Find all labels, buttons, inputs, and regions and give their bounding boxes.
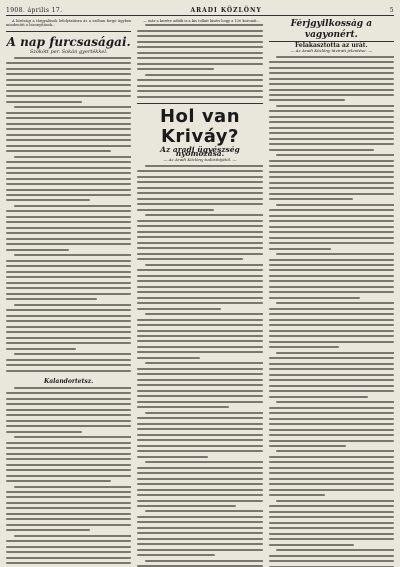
- column-3: [269, 19, 394, 567]
- text-line: [269, 412, 394, 416]
- text-line: [137, 456, 262, 460]
- text-line: [137, 417, 262, 421]
- text-line: [269, 116, 394, 120]
- text-line: [269, 522, 394, 526]
- text-line: [137, 450, 262, 454]
- text-line: [269, 352, 394, 356]
- col2-byline: — Az Aradi Közlöny tudósítójától. —: [163, 156, 237, 162]
- text-line: [137, 291, 262, 295]
- text-line: [6, 156, 131, 160]
- text-line: [269, 396, 394, 400]
- text-line: [269, 555, 394, 559]
- text-line: [137, 242, 262, 246]
- text-line: [137, 85, 262, 89]
- text-line: [137, 483, 262, 487]
- text-line: [137, 330, 262, 334]
- text-line: [137, 428, 262, 432]
- text-line: [6, 178, 131, 182]
- text-line: [269, 269, 394, 273]
- text-line: [6, 486, 131, 490]
- text-line: [137, 253, 262, 257]
- text-line: [269, 418, 394, 422]
- text-line: [269, 330, 394, 334]
- text-line: [137, 275, 262, 279]
- text-line: [269, 363, 394, 367]
- text-line: [6, 189, 131, 193]
- text-line: [6, 221, 131, 225]
- text-line: [137, 308, 262, 312]
- text-line: [6, 216, 131, 220]
- text-line: [6, 117, 131, 121]
- text-line: [137, 319, 262, 323]
- column-1: [6, 19, 131, 567]
- text-line: [6, 453, 131, 457]
- text-line: [269, 110, 394, 114]
- text-line: [269, 390, 394, 394]
- text-line: [137, 313, 262, 317]
- col2-headline: Hol van Kriváy?: [159, 106, 241, 148]
- text-line: [137, 220, 262, 224]
- text-line: [269, 313, 394, 317]
- text-line: [269, 489, 394, 493]
- text-line: [269, 237, 394, 241]
- text-line: [137, 494, 262, 498]
- text-line: [269, 280, 394, 284]
- text-line: [137, 24, 262, 28]
- text-line: [6, 194, 131, 198]
- text-line: [137, 395, 262, 399]
- text-line: [6, 227, 131, 231]
- text-line: [137, 176, 262, 180]
- text-line: [137, 516, 262, 520]
- col2-top-text: — már a kezére adták is a kis tollait kiséri hogy a 120 koronát...: [143, 19, 261, 23]
- text-line: [6, 199, 131, 203]
- text-line: [6, 546, 131, 550]
- col3-headline: Férjgyilkosság a vagyonért.: [269, 19, 394, 42]
- text-line: [269, 467, 394, 471]
- text-line: [137, 362, 262, 366]
- text-line: [137, 538, 262, 542]
- text-line: [6, 172, 131, 176]
- text-line: [6, 502, 131, 506]
- text-line: [137, 489, 262, 493]
- text-line: [269, 505, 394, 509]
- text-line: [137, 231, 262, 235]
- text-line: [269, 154, 394, 158]
- text-line: [6, 101, 131, 105]
- text-line: [269, 204, 394, 208]
- text-line: [137, 198, 262, 202]
- text-line: [269, 538, 394, 542]
- text-line: [6, 205, 131, 209]
- text-line: [137, 302, 262, 306]
- text-line: [137, 79, 262, 83]
- col1-body-a: [6, 57, 131, 374]
- text-line: [6, 364, 131, 368]
- text-line: [137, 560, 262, 564]
- text-line: [137, 532, 262, 536]
- text-line: [137, 445, 262, 449]
- text-line: [6, 249, 131, 253]
- text-line: [137, 500, 262, 504]
- text-line: [137, 286, 262, 290]
- text-line: [6, 271, 131, 275]
- col2-body-top: [137, 24, 262, 100]
- text-line: [6, 524, 131, 528]
- text-line: [137, 373, 262, 377]
- text-line: [6, 73, 131, 77]
- text-line: [6, 282, 131, 286]
- text-line: [137, 187, 262, 191]
- text-line: [6, 518, 131, 522]
- text-line: [6, 167, 131, 171]
- text-line: [137, 554, 262, 558]
- text-line: [6, 112, 131, 116]
- text-line: [6, 210, 131, 214]
- text-line: [137, 57, 262, 61]
- text-line: [137, 90, 262, 94]
- text-line: [269, 67, 394, 71]
- header-date: 1908. április 17.: [6, 7, 63, 14]
- text-line: [137, 247, 262, 251]
- text-line: [269, 324, 394, 328]
- text-line: [137, 406, 262, 410]
- text-line: [137, 401, 262, 405]
- text-line: [269, 308, 394, 312]
- text-line: [6, 309, 131, 313]
- text-line: [6, 431, 131, 435]
- text-line: [6, 398, 131, 402]
- text-line: [269, 259, 394, 263]
- col1-headline: A nap furcsaságai.: [6, 34, 131, 49]
- text-line: [6, 161, 131, 165]
- text-line: [269, 549, 394, 553]
- col2-rule: [137, 103, 262, 104]
- text-line: [137, 214, 262, 218]
- text-line: [269, 78, 394, 82]
- text-line: [269, 516, 394, 520]
- text-line: [269, 533, 394, 537]
- text-line: [6, 68, 131, 72]
- text-line: [137, 521, 262, 525]
- text-line: [6, 134, 131, 138]
- col3-sub: Felakasztotta az urát.: [294, 42, 368, 49]
- text-line: [269, 445, 394, 449]
- text-line: [6, 106, 131, 110]
- text-line: [6, 551, 131, 555]
- text-line: [6, 491, 131, 495]
- text-line: [6, 95, 131, 99]
- text-line: [6, 320, 131, 324]
- text-line: [137, 236, 262, 240]
- text-line: [6, 293, 131, 297]
- text-line: [137, 68, 262, 72]
- text-line: [6, 145, 131, 149]
- text-line: [269, 527, 394, 531]
- text-line: [6, 464, 131, 468]
- text-line: [137, 423, 262, 427]
- text-line: [6, 507, 131, 511]
- text-line: [6, 276, 131, 280]
- text-line: [137, 335, 262, 339]
- text-line: [137, 472, 262, 476]
- text-line: [6, 353, 131, 357]
- text-line: [269, 121, 394, 125]
- text-line: [269, 83, 394, 87]
- column-2: [137, 19, 262, 567]
- text-line: [137, 209, 262, 213]
- text-line: [137, 384, 262, 388]
- text-line: [6, 458, 131, 462]
- text-line: [269, 242, 394, 246]
- text-line: [269, 253, 394, 257]
- text-line: [6, 392, 131, 396]
- text-line: [137, 30, 262, 34]
- text-line: [269, 297, 394, 301]
- text-line: [269, 346, 394, 350]
- text-line: [137, 478, 262, 482]
- text-line: [269, 302, 394, 306]
- text-line: [269, 176, 394, 180]
- text-line: [137, 351, 262, 355]
- text-line: [269, 461, 394, 465]
- text-line: [269, 401, 394, 405]
- text-line: [269, 61, 394, 65]
- col1-body-b: [6, 387, 131, 567]
- page-header: [6, 4, 394, 16]
- text-line: [137, 543, 262, 547]
- text-line: [6, 304, 131, 308]
- text-line: [269, 456, 394, 460]
- text-line: [6, 342, 131, 346]
- text-line: [269, 220, 394, 224]
- text-line: [269, 248, 394, 252]
- text-line: [6, 420, 131, 424]
- text-line: [6, 496, 131, 500]
- text-line: [6, 447, 131, 451]
- text-line: [137, 368, 262, 372]
- text-line: [6, 403, 131, 407]
- col1-headline-sub: Szökött per. Sokán gyertékkel.: [29, 48, 108, 55]
- text-line: [6, 442, 131, 446]
- text-line: [137, 467, 262, 471]
- text-line: [137, 269, 262, 273]
- text-line: [137, 379, 262, 383]
- text-line: [269, 472, 394, 476]
- text-line: [269, 132, 394, 136]
- text-line: [6, 348, 131, 352]
- text-line: [6, 254, 131, 258]
- text-line: [269, 500, 394, 504]
- text-line: [269, 450, 394, 454]
- text-line: [137, 297, 262, 301]
- text-line: [6, 232, 131, 236]
- text-line: [269, 560, 394, 564]
- text-line: [6, 535, 131, 539]
- text-line: [269, 286, 394, 290]
- text-line: [269, 275, 394, 279]
- text-line: [269, 511, 394, 515]
- text-line: [137, 549, 262, 553]
- col1-intro: A bírósági a tárgyalások lefolytatásra ás a szóban forgó ügyben mindenütt a bizonyítások...: [6, 19, 132, 28]
- text-line: [6, 540, 131, 544]
- text-line: [137, 280, 262, 284]
- text-line: [137, 264, 262, 268]
- text-line: [6, 326, 131, 330]
- col1-section-2: Kalandortetsz.: [44, 377, 94, 385]
- text-line: [137, 170, 262, 174]
- text-line: [6, 425, 131, 429]
- text-line: [269, 494, 394, 498]
- text-line: [137, 46, 262, 50]
- text-line: [6, 238, 131, 242]
- text-line: [269, 105, 394, 109]
- text-line: [269, 209, 394, 213]
- text-line: [269, 231, 394, 235]
- text-line: [269, 143, 394, 147]
- text-line: [6, 139, 131, 143]
- columns: [6, 19, 394, 567]
- text-line: [6, 469, 131, 473]
- text-line: [137, 510, 262, 514]
- text-line: [6, 436, 131, 440]
- text-line: [6, 359, 131, 363]
- text-line: [137, 203, 262, 207]
- text-line: [269, 138, 394, 142]
- text-line: [269, 478, 394, 482]
- text-line: [6, 480, 131, 484]
- header-page-number: 5: [389, 7, 394, 14]
- text-line: [269, 368, 394, 372]
- text-line: [269, 56, 394, 60]
- text-line: [269, 264, 394, 268]
- text-line: [6, 57, 131, 61]
- text-line: [137, 52, 262, 56]
- text-line: [137, 434, 262, 438]
- text-line: [269, 165, 394, 169]
- text-line: [137, 439, 262, 443]
- text-line: [269, 434, 394, 438]
- col1-rule: [6, 31, 131, 32]
- text-line: [269, 187, 394, 191]
- col2-body: [137, 165, 262, 567]
- text-line: [269, 160, 394, 164]
- text-line: [6, 84, 131, 88]
- text-line: [137, 96, 262, 100]
- text-line: [6, 287, 131, 291]
- text-line: [269, 94, 394, 98]
- text-line: [137, 412, 262, 416]
- col3-note: — Az Aradi Közlöny távirati jelentése. —: [290, 48, 373, 54]
- text-line: [137, 527, 262, 531]
- text-line: [269, 483, 394, 487]
- text-line: [137, 324, 262, 328]
- text-line: [269, 182, 394, 186]
- text-line: [6, 243, 131, 247]
- text-line: [6, 79, 131, 83]
- text-line: [269, 429, 394, 433]
- text-line: [6, 387, 131, 391]
- text-line: [137, 390, 262, 394]
- col2-subheadline: Az aradi ügyészség nyomozása.: [160, 145, 240, 159]
- col3-body: [269, 56, 394, 567]
- text-line: [6, 331, 131, 335]
- text-line: [269, 407, 394, 411]
- text-line: [137, 461, 262, 465]
- text-line: [6, 265, 131, 269]
- text-line: [137, 357, 262, 361]
- text-line: [6, 370, 131, 374]
- text-line: [269, 341, 394, 345]
- text-line: [269, 149, 394, 153]
- text-line: [137, 192, 262, 196]
- text-line: [269, 544, 394, 548]
- text-line: [137, 225, 262, 229]
- text-line: [6, 90, 131, 94]
- text-line: [269, 385, 394, 389]
- text-line: [269, 335, 394, 339]
- text-line: [269, 171, 394, 175]
- text-line: [137, 35, 262, 39]
- text-line: [137, 74, 262, 78]
- text-line: [137, 505, 262, 509]
- text-line: [6, 409, 131, 413]
- text-line: [137, 340, 262, 344]
- text-line: [137, 346, 262, 350]
- text-line: [6, 128, 131, 132]
- text-line: [6, 529, 131, 533]
- text-line: [269, 357, 394, 361]
- text-line: [269, 440, 394, 444]
- text-line: [6, 298, 131, 302]
- text-line: [269, 423, 394, 427]
- text-line: [137, 181, 262, 185]
- text-line: [6, 62, 131, 66]
- text-line: [269, 374, 394, 378]
- text-line: [269, 89, 394, 93]
- text-line: [6, 150, 131, 154]
- text-line: [6, 414, 131, 418]
- text-line: [269, 127, 394, 131]
- text-line: [269, 198, 394, 202]
- text-line: [6, 557, 131, 561]
- text-line: [137, 63, 262, 67]
- text-line: [6, 183, 131, 187]
- text-line: [6, 475, 131, 479]
- text-line: [269, 319, 394, 323]
- text-line: [6, 260, 131, 264]
- text-line: [269, 215, 394, 219]
- text-line: [6, 337, 131, 341]
- text-line: [269, 379, 394, 383]
- text-line: [137, 165, 262, 169]
- text-line: [6, 513, 131, 517]
- text-line: [269, 99, 394, 103]
- text-line: [137, 41, 262, 45]
- header-title: ARADI KÖZLÖNY: [190, 7, 262, 14]
- text-line: [6, 315, 131, 319]
- text-line: [269, 226, 394, 230]
- text-line: [137, 258, 262, 262]
- text-line: [6, 123, 131, 127]
- text-line: [269, 72, 394, 76]
- text-line: [269, 193, 394, 197]
- text-line: [269, 291, 394, 295]
